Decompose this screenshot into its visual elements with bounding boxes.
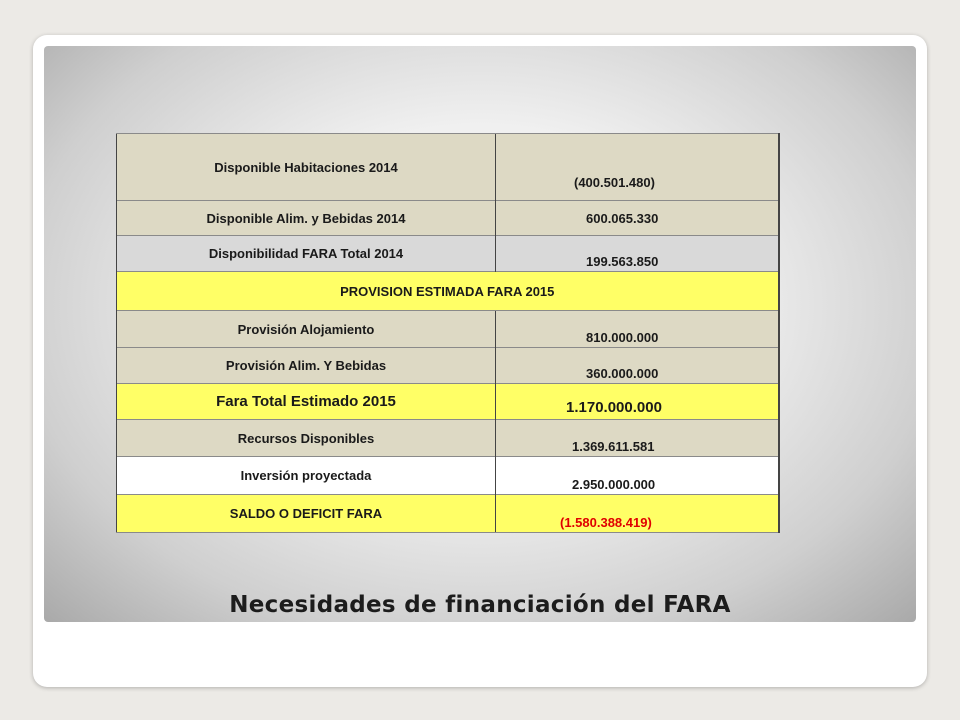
table-row	[117, 311, 779, 348]
section-header-label: PROVISION ESTIMADA FARA 2015	[117, 272, 779, 311]
row-label: Provisión Alim. Y Bebidas	[117, 348, 496, 384]
table-row	[117, 495, 779, 533]
slide-title: Necesidades de financiación del FARA	[229, 592, 731, 618]
row-value: 199.563.850	[496, 236, 779, 272]
table-row	[117, 134, 779, 201]
table-row	[117, 236, 779, 272]
table-section-header	[117, 272, 779, 311]
table-row	[117, 348, 779, 384]
row-value: 360.000.000	[496, 348, 779, 384]
row-label: Disponible Alim. y Bebidas 2014	[117, 201, 496, 236]
row-value: 1.369.611.581	[496, 420, 779, 457]
row-label: Inversión proyectada	[117, 457, 496, 495]
row-value: 1.170.000.000	[496, 384, 779, 420]
table-row	[117, 201, 779, 236]
row-label: SALDO O DEFICIT FARA	[117, 495, 496, 533]
row-value: 600.065.330	[496, 201, 779, 236]
row-value: (400.501.480)	[496, 134, 779, 201]
row-label: Recursos Disponibles	[117, 420, 496, 457]
deficit-value: (1.580.388.419)	[496, 495, 779, 533]
row-label: Disponibilidad FARA Total 2014	[117, 236, 496, 272]
row-value: 2.950.000.000	[496, 457, 779, 495]
row-value: 810.000.000	[496, 311, 779, 348]
row-label: Provisión Alojamiento	[117, 311, 496, 348]
row-label: Disponible Habitaciones 2014	[117, 134, 496, 201]
table-row	[117, 457, 779, 495]
financing-table	[116, 133, 780, 533]
row-label: Fara Total Estimado 2015	[117, 384, 496, 420]
table-row	[117, 384, 779, 420]
table-row	[117, 420, 779, 457]
